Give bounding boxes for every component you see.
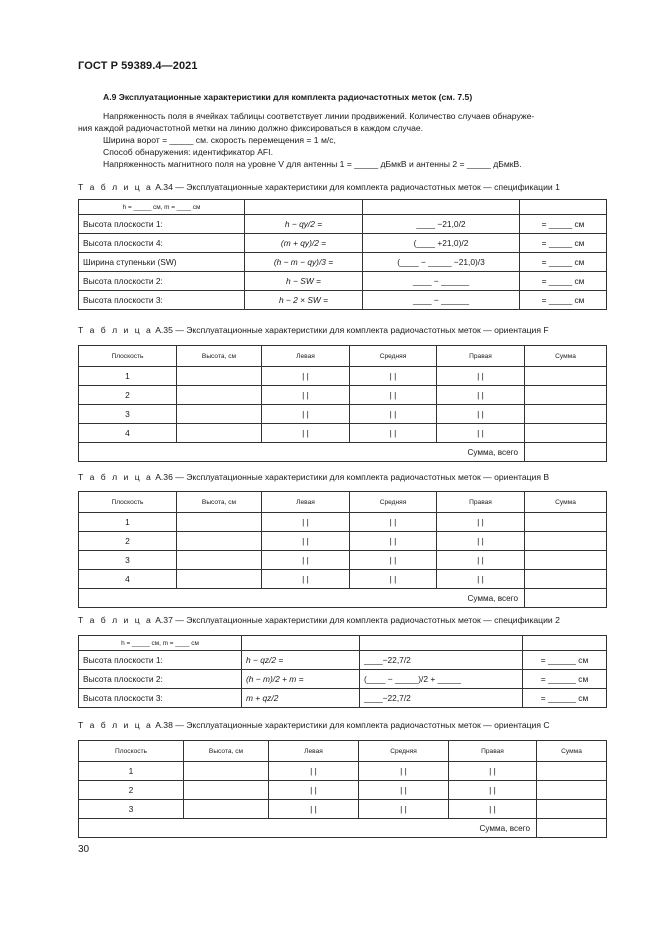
paragraph-1-cont: ния каждой радиочастотной метки на линию должно фиксироваться в каждом случае. — [78, 123, 424, 133]
table-row — [79, 636, 607, 651]
table-row: Высота плоскости 4: (m + qy)/2 = (____ +21,0)/2 = _____ см — [79, 234, 607, 253]
table-row: 2 | | | | | | — [79, 532, 607, 551]
table-a38 — [78, 740, 607, 838]
table-row: Ширина ступеньки (SW) (h − m − qy)/3 = (____ − _____ −21,0)/3 = _____ см — [79, 253, 607, 272]
table-a35-caption: Т а б л и ц а А.35 — Эксплуатационные характеристики для комплекта радиочастотных меток — ориентация F — [78, 325, 549, 335]
header-note: h = _____ см, m = ____ см — [79, 200, 245, 215]
table-a38-caption: Т а б л и ц а А.38 — Эксплуатационные характеристики для комплекта радиочастотных меток — ориентация С — [78, 720, 550, 730]
document-header: ГОСТ Р 59389.4—2021 — [78, 60, 198, 72]
page-number: 30 — [78, 844, 90, 855]
table-row: Высота плоскости 1: h − qy/2 = ____ −21,0/2 = _____ см — [79, 215, 607, 234]
table-sum-row: Сумма, всего — [79, 819, 607, 838]
table-sum-row: Сумма, всего — [79, 589, 607, 608]
table-row: 2 | | | | | | — [79, 781, 607, 800]
table-row: 1 | | | | | | — [79, 513, 607, 532]
table-a36-caption: Т а б л и ц а А.36 — Эксплуатационные характеристики для комплекта радиочастотных меток — ориентация В — [78, 472, 550, 482]
table-a36 — [78, 491, 607, 608]
table-row: 4 | | | | | | — [79, 424, 607, 443]
table-header-row: Плоскость Высота, см Левая Средняя Правая Сумма — [79, 492, 607, 513]
table-row: 1 | | | | | | — [79, 762, 607, 781]
paragraph-1: Напряженность поля в ячейках таблицы соответствует линии продвижений. Количество случаев обнаруже- — [103, 111, 535, 121]
table-header-row: Плоскость Высота, см Левая Средняя Правая Сумма — [79, 346, 607, 367]
table-row: 3 | | | | | | — [79, 551, 607, 570]
table-row — [79, 200, 607, 215]
table-a37-caption: Т а б л и ц а А.37 — Эксплуатационные характеристики для комплекта радиочастотных меток — спецификации 2 — [78, 615, 560, 625]
table-a35 — [78, 345, 607, 462]
table-row: Высота плоскости 3: m + qz/2 ____−22,7/2 = ______ см — [79, 689, 607, 708]
paragraph-field-strength: Напряженность магнитного поля на уровне V для антенны 1 = _____ дБмкВ и антенны 2 = _____ дБмкВ. — [103, 159, 522, 169]
table-a34-caption: Т а б л и ц а А.34 — Эксплуатационные характеристики для комплекта радиочастотных меток — спецификации 1 — [78, 182, 560, 192]
table-row: Высота плоскости 2: (h − m)/2 + m = (____ − _____)/2 + _____ = ______ см — [79, 670, 607, 689]
table-row: Высота плоскости 3: h − 2 × SW = ____ − ______ = _____ см — [79, 291, 607, 310]
table-row: Высота плоскости 1: h − qz/2 = ____−22,7/2 = ______ см — [79, 651, 607, 670]
paragraph-gate-width: Ширина ворот = _____ см. скорость перемещения = 1 м/с, — [103, 135, 336, 145]
table-header-row: Плоскость Высота, см Левая Средняя Правая Сумма — [79, 741, 607, 762]
paragraph-detection: Способ обнаружения: идентификатор AFI. — [103, 147, 273, 157]
table-row: Высота плоскости 2: h − SW = ____ − ______ = _____ см — [79, 272, 607, 291]
table-sum-row: Сумма, всего — [79, 443, 607, 462]
table-row: 3 | | | | | | — [79, 800, 607, 819]
table-row: 3 | | | | | | — [79, 405, 607, 424]
table-row: 1 | | | | | | — [79, 367, 607, 386]
header-note: h = _____ см, m = ____ см — [79, 636, 242, 651]
table-row: 4 | | | | | | — [79, 570, 607, 589]
table-a34 — [78, 199, 607, 310]
section-title: А.9 Эксплуатационные характеристики для комплекта радиочастотных меток (см. 7.5) — [103, 92, 473, 102]
table-row: 2 | | | | | | — [79, 386, 607, 405]
table-a37 — [78, 635, 607, 708]
